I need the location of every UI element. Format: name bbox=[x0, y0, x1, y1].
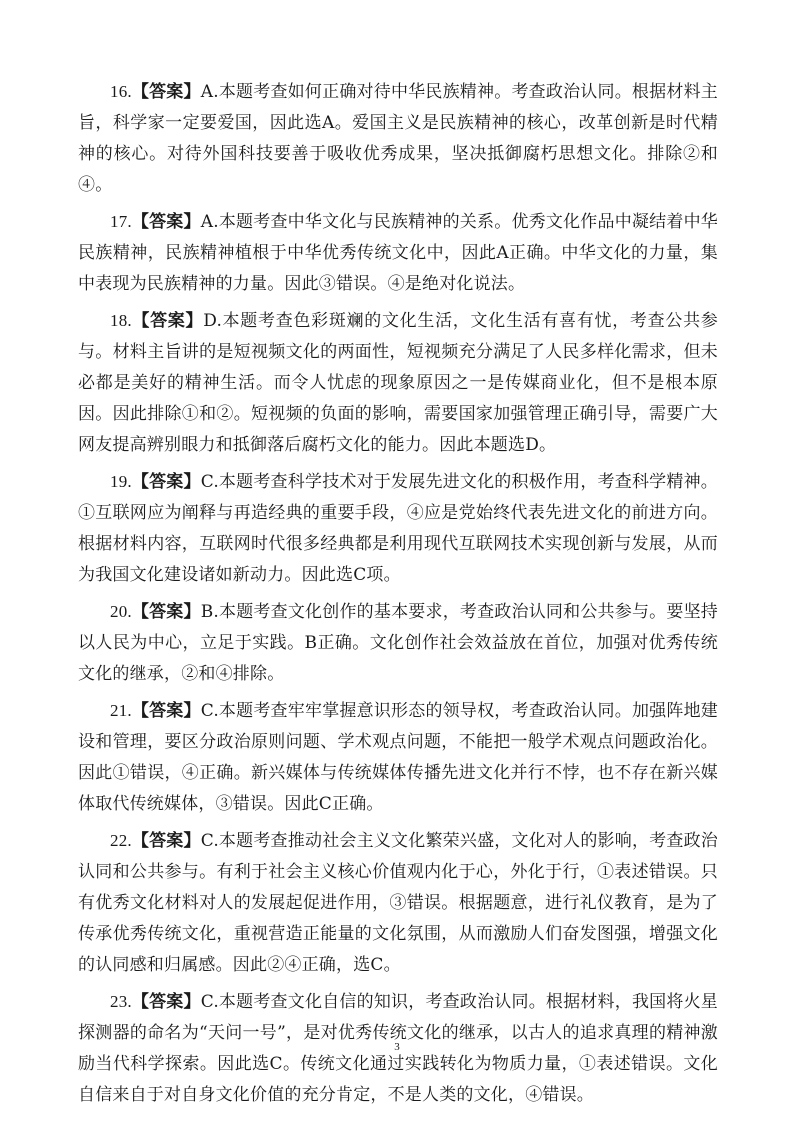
answer-tag: 【答案】 bbox=[131, 472, 201, 492]
answer-number: 17. bbox=[110, 212, 132, 231]
answer-text: B.本题考查文化创作的基本要求，考查政治认同和公共参与。要坚持以人民为中心，立足于实践。B正确。文化创作社会效益放在首位，加强对优秀传统文化的继承，②和④排除。 bbox=[78, 602, 718, 684]
answer-item-18 bbox=[78, 305, 718, 461]
answer-tag: 【答案】 bbox=[131, 212, 201, 232]
answer-tag: 【答案】 bbox=[131, 992, 201, 1012]
answer-number: 20. bbox=[110, 602, 132, 621]
answer-number: 23. bbox=[110, 992, 132, 1011]
answer-text: A.本题考查中华文化与民族精神的关系。优秀文化作品中凝结着中华民族精神，民族精神植根于中华优秀传统文化中，因此A正确。中华文化的力量，集中表现为民族精神的力量。因此③错误。④是绝对化说法。 bbox=[78, 212, 718, 294]
answer-tag: 【答案】 bbox=[131, 82, 201, 102]
answer-text: C.本题考查文化自信的知识，考查政治认同。根据材料，我国将火星探测器的命名为“天问一号”，是对优秀传统文化的继承，以古人的追求真理的精神激励当代科学探索。因此选C。传统文化通过实践转化为物质力量，①表述错误。文化自信来自于对自身文化价值的充分肯定，不是人类的文化，④错误。 bbox=[78, 992, 718, 1105]
answer-number: 21. bbox=[110, 701, 132, 720]
answer-text: C.本题考查推动社会主义文化繁荣兴盛，文化对人的影响，考查政治认同和公共参与。有利于社会主义核心价值观内化于心，外化于行，①表述错误。只有优秀文化材料对人的发展起促进作用，③错误。根据题意，进行礼仪教育，是为了传承优秀传统文化，重视营造正能量的文化氛围，从而激励人们奋发图强，增强文化的认同感和归属感。因此②④正确，选C。 bbox=[78, 831, 718, 975]
answer-item-21 bbox=[78, 695, 718, 820]
answer-text: C.本题考查科学技术对于发展先进文化的积极作用，考查科学精神。①互联网应为阐释与再造经典的重要手段，④应是党始终代表先进文化的前进方向。根据材料内容，互联网时代很多经典都是利用现代互联网技术实现创新与发展，从而为我国文化建设诸如新动力。因此选C项。 bbox=[78, 472, 718, 585]
answer-number: 19. bbox=[110, 472, 132, 491]
answer-number: 22. bbox=[110, 831, 132, 850]
answer-tag: 【答案】 bbox=[131, 602, 201, 622]
answer-tag: 【答案】 bbox=[131, 831, 201, 851]
answer-list bbox=[78, 76, 718, 1116]
answer-item-19 bbox=[78, 466, 718, 591]
answer-tag: 【答案】 bbox=[131, 311, 204, 331]
answer-number: 18. bbox=[110, 311, 132, 330]
answer-number: 16. bbox=[110, 82, 132, 101]
page-number: 3 bbox=[394, 1041, 400, 1053]
answer-item-17 bbox=[78, 206, 718, 300]
answer-item-20 bbox=[78, 596, 718, 690]
answer-text: C.本题考查牢牢掌握意识形态的领导权，考查政治认同。加强阵地建设和管理，要区分政治原则问题、学术观点问题，不能把一般学术观点问题政治化。因此①错误，④正确。新兴媒体与传统媒体传播先进文化并行不悖，也不存在新兴媒体取代传统媒体，③错误。因此C正确。 bbox=[78, 701, 718, 814]
answer-item-16 bbox=[78, 76, 718, 201]
answer-item-22 bbox=[78, 825, 718, 981]
answer-tag: 【答案】 bbox=[131, 701, 201, 721]
answer-text: D.本题考查色彩斑斓的文化生活，文化生活有喜有忧，考查公共参与。材料主旨讲的是短视频文化的两面性，短视频充分满足了人民多样化需求，但未必都是美好的精神生活。而令人忧虑的现象原因之一是传媒商业化，但不是根本原因。因此排除①和②。短视频的负面的影响，需要国家加强管理正确引导，需要广大网友提高辨别眼力和抵御落后腐朽文化的能力。因此本题选D。 bbox=[78, 311, 718, 455]
answer-text: A.本题考查如何正确对待中华民族精神。考查政治认同。根据材料主旨，科学家一定要爱国，因此选A。爱国主义是民族精神的核心，改革创新是时代精神的核心。对待外国科技要善于吸收优秀成果，坚决抵御腐朽思想文化。排除②和④。 bbox=[78, 82, 718, 195]
